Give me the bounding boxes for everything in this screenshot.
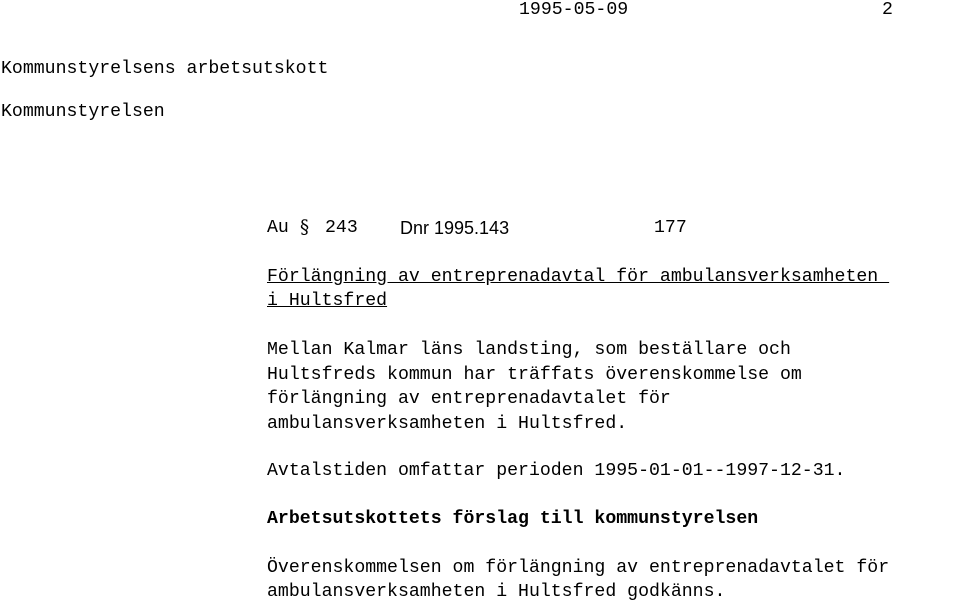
case-number: 177 <box>654 218 687 238</box>
page-number: 2 <box>882 0 893 20</box>
body-line: Hultsfreds kommun har träffats överenskommelse om <box>267 365 802 385</box>
proposal-line: ambulansverksamheten i Hultsfred godkänns. <box>267 582 726 602</box>
body-paragraph-2: Avtalstiden omfattar perioden 1995-01-01--1997-12-31. <box>267 461 846 481</box>
subject-line-1: Förlängning av entreprenadavtal för ambulansverksamheten <box>267 267 890 287</box>
proposal-line: Överenskommelsen om förlängning av entreprenadavtalet för <box>267 558 890 578</box>
section-number: 243 <box>325 218 358 238</box>
recipient-line-1: Kommunstyrelsens arbetsutskott <box>1 59 329 79</box>
proposal-heading: Arbetsutskottets förslag till kommunstyrelsen <box>267 509 759 529</box>
reference-prefix: Au <box>267 218 289 238</box>
body-line: förlängning av entreprenadavtalet för <box>267 389 671 409</box>
recipient-line-2: Kommunstyrelsen <box>1 102 165 122</box>
document-date: 1995-05-09 <box>519 0 629 20</box>
section-symbol: § <box>300 217 310 238</box>
body-line: Mellan Kalmar läns landsting, som beställare och <box>267 340 791 360</box>
diary-number: Dnr 1995.143 <box>400 218 510 238</box>
subject-line-2: i Hultsfred <box>267 291 388 311</box>
body-line: ambulansverksamheten i Hultsfred. <box>267 414 628 434</box>
